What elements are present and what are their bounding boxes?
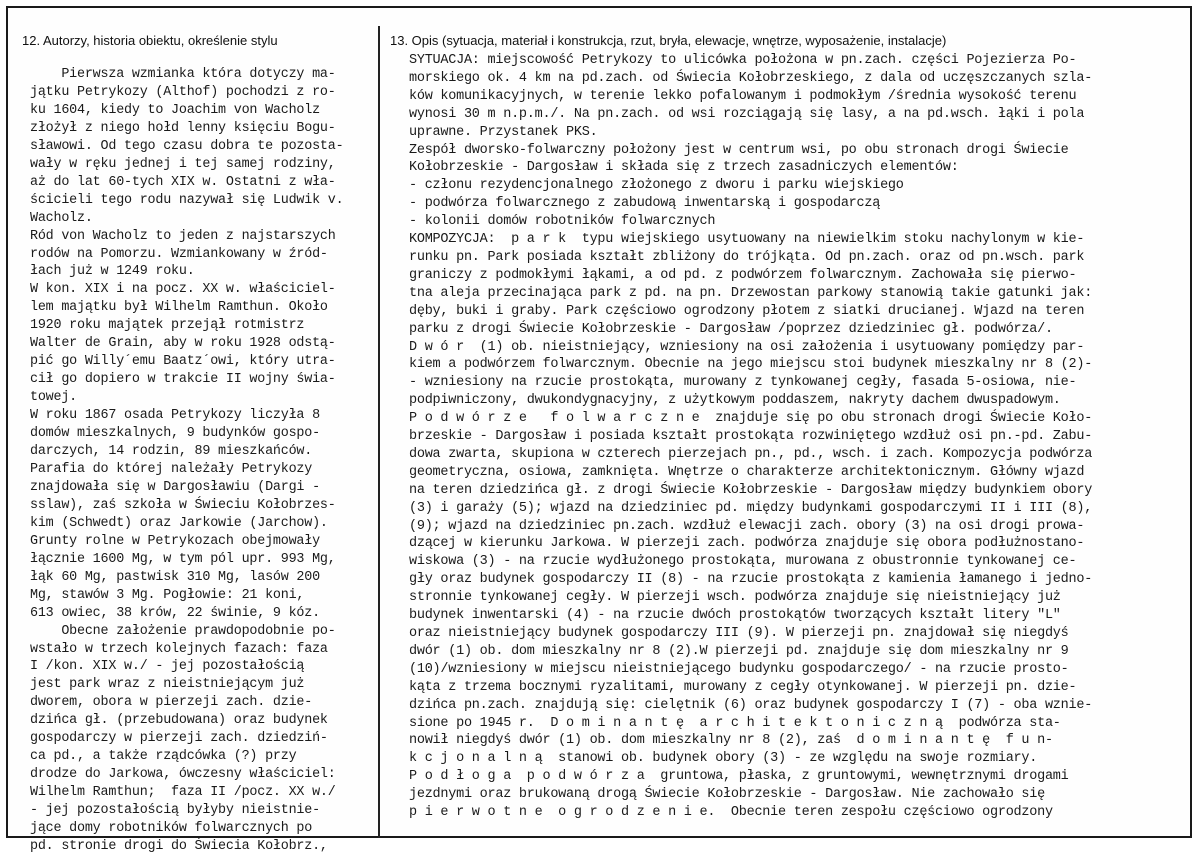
text-line: Pierwsza wzmianka która dotyczy ma- bbox=[30, 67, 336, 82]
text-line: łącznie 1600 Mg, w tym pól upr. 993 Mg, bbox=[30, 551, 336, 567]
text-line: - jej pozostałością byłyby nieistnie- bbox=[30, 803, 320, 819]
text-line: kiem a podwórzem folwarcznym. Obecnie na jego miejscu stoi budynek mieszkalny nr 8 (2)- bbox=[409, 357, 1093, 373]
text-line: W roku 1867 osada Petrykozy liczyła 8 bbox=[30, 408, 320, 424]
text-line: Wilhelm Ramthun; faza II /pocz. XX w./ bbox=[30, 785, 336, 801]
text-line: pić go Willy´emu Baatz´owi, który utra- bbox=[30, 354, 336, 370]
text-line: Ród von Wacholz to jeden z najstarszych bbox=[30, 228, 336, 244]
text-line: P o d ł o g a p o d w ó r z a gruntowa, płaska, z gruntowymi, wewnętrznymi drogami bbox=[409, 769, 1069, 785]
text-line: brzeskie - Dargosław i posiada kształt prostokąta rozwiniętego wzdłuż osi pn.-pd. Zabu- bbox=[409, 429, 1093, 445]
text-line: dworem, obora w pierzeji zach. dzie- bbox=[30, 695, 313, 711]
text-line: 613 owiec, 38 krów, 22 świnie, 9 kóz. bbox=[30, 605, 320, 621]
text-line: k c j o n a l n ą stanowi ob. budynek obory (3) - ze względu na swoje rozmiary. bbox=[409, 751, 1038, 767]
text-line: tna aleja przecinająca park z pd. na pn. Drzewostan parkowy stanowią takie gatunki jak: bbox=[409, 285, 1093, 301]
text-line: dzińca pn.zach. znajdują się: cielętnik (6) oraz budynek gospodarczy I (7) - oba wznie- bbox=[409, 697, 1093, 713]
text-line: Walter de Grain, aby w roku 1928 odstą- bbox=[30, 336, 336, 352]
text-line: ków komunikacyjnych, w terenie lekko pofalowanym i podmokłym /średnia wysokość terenu bbox=[409, 88, 1077, 104]
text-line: jezdnymi oraz brukowaną drogą Świecie Kołobrzeskie - Dargosław. Nie zachowało się bbox=[409, 787, 1045, 803]
text-line: Parafia do której należały Petrykozy bbox=[30, 461, 313, 477]
text-line: morskiego ok. 4 km na pd.zach. od Świecia Kołobrzeskiego, z dala od uczęszczanych szla- bbox=[409, 70, 1093, 86]
text-line: ku 1604, kiedy to Joachim von Wacholz bbox=[30, 102, 320, 118]
text-line: 1920 roku majątek przejął rotmistrz bbox=[30, 318, 305, 334]
text-line: P o d w ó r z e f o l w a r c z n e znajduje się po obu stronach drogi Świecie Koło- bbox=[409, 411, 1093, 427]
text-line: jest park wraz z nieistniejącym już bbox=[30, 677, 305, 693]
history-text-column bbox=[30, 66, 370, 856]
text-line: uprawne. Przystanek PKS. bbox=[409, 124, 598, 140]
text-line: graniczy z podmokłymi łąkami, a od pd. z podwórzem folwarcznym. Zachowała się pierwo- bbox=[409, 267, 1077, 283]
text-line: - podwórza folwarcznego z zabudową inwentarską i gospodarczą bbox=[409, 196, 881, 212]
text-line: (10)/wzniesiony w miejscu nieistniejącego budynku gospodarczego/ - na rzucie prosto- bbox=[409, 661, 1069, 677]
text-line: parku z drogi Świecie Kołobrzeskie - Dargosław /poprzez dziedziniec gł. podwórza/. bbox=[409, 321, 1053, 337]
text-line: - kolonii domów robotników folwarcznych bbox=[409, 214, 716, 230]
text-line: Mg, stawów 3 Mg. Pogłowie: 21 koni, bbox=[30, 587, 305, 603]
text-line: wstało w trzech kolejnych fazach: faza bbox=[30, 641, 328, 657]
text-line: (3) i garaży (5); wjazd na dziedziniec pd. między budynkami gospodarczymi II i III (8), bbox=[409, 500, 1093, 516]
text-line: nowił niegdyś dwór (1) ob. dom mieszkalny nr 8 (2), zaś d o m i n a n t ę f u n- bbox=[409, 733, 1053, 749]
text-line: gospodarczy w pierzeji zach. dziedziń- bbox=[30, 731, 328, 747]
text-line: sslaw), zaś szkoła w Świeciu Kołobrzes- bbox=[30, 497, 336, 513]
text-line: budynek inwentarski (4) - na rzucie dwóch prostokątów tworzących kształt litery "L" bbox=[409, 608, 1061, 624]
text-line: złożył z niego hołd lenny księciu Bogu- bbox=[30, 120, 336, 136]
description-text-column bbox=[409, 52, 1184, 822]
text-line: wiskowa (3) - na rzucie wydłużonego prostokąta, murowana z obustronnie tynkowanej ce- bbox=[409, 554, 1077, 570]
text-line: aż do lat 60-tych XIX w. Ostatni z wła- bbox=[30, 174, 336, 190]
text-line: KOMPOZYCJA: p a r k typu wiejskiego usytuowany na niewielkim stoku nachylonym w kie- bbox=[409, 232, 1085, 248]
text-line: p i e r w o t n e o g r o d z e n i e. Obecnie teren zespołu częściowo ogrodzony bbox=[409, 805, 1053, 821]
text-line: I /kon. XIX w./ - jej pozostałością bbox=[30, 659, 305, 675]
text-line: dzącej w kierunku Jarkowa. W pierzeji zach. podwórza znajduje się obora podłużnostano- bbox=[409, 536, 1085, 552]
text-line: - członu rezydencjonalnego złożonego z dworu i parku wiejskiego bbox=[409, 178, 904, 194]
text-line: dwór (1) ob. dom mieszkalny nr 8 (2).W pierzeji pd. znajduje się dom mieszkalny nr 9 bbox=[409, 643, 1069, 659]
text-line: - wzniesiony na rzucie prostokąta, murowany z tynkowanej cegły, fasada 5-osiowa, nie- bbox=[409, 375, 1077, 391]
text-line: kim (Schwedt) oraz Jarkowie (Jarchow). bbox=[30, 515, 328, 531]
text-line: Wacholz. bbox=[30, 210, 93, 226]
text-line: kąta z trzema bocznymi ryzalitami, murowany z cegły otynkowanej. W pierzeji pn. dzie- bbox=[409, 679, 1077, 695]
text-line: łąk 60 Mg, pastwisk 310 Mg, lasów 200 bbox=[30, 569, 320, 585]
text-line: Grunty rolne w Petrykozach obejmowały bbox=[30, 533, 320, 549]
text-line: wynosi 30 m n.p.m./. Na pn.zach. od wsi rozciągają się lasy, a na pd.wsch. łąki i pola bbox=[409, 106, 1085, 122]
text-line: W kon. XIX i na pocz. XX w. właściciel- bbox=[30, 282, 336, 298]
text-line: drodze do Jarkowa, ówczesny właściciel: bbox=[30, 767, 336, 783]
text-line: łach już w 1249 roku. bbox=[30, 264, 195, 280]
text-line: jątku Petrykozy (Althof) pochodzi z ro- bbox=[30, 84, 336, 100]
text-line: ścicieli tego rodu nazywał się Ludwik v. bbox=[30, 192, 344, 208]
text-line: sławowi. Od tego czasu dobra te pozosta- bbox=[30, 138, 344, 154]
text-line: dzińca gł. (przebudowana) oraz budynek bbox=[30, 713, 328, 729]
text-line: na teren dziedzińca gł. z drogi Świecie Kołobrzeskie - Dargosław między budynkiem obory bbox=[409, 482, 1093, 498]
text-line: podpiwniczony, dwukondygnacyjny, z użytkowym poddaszem, nakryty dachem dwuspadowym. bbox=[409, 393, 1061, 409]
text-line: darczych, 14 rodzin, 89 mieszkańców. bbox=[30, 444, 313, 460]
text-line: domów mieszkalnych, 9 budynków gospo- bbox=[30, 426, 320, 442]
column-divider bbox=[378, 26, 380, 838]
text-line: D w ó r (1) ob. nieistniejący, wzniesiony na osi założenia i usytuowany pomiędzy par- bbox=[409, 339, 1085, 355]
text-line: pd. stronie drogi do Świecia Kołobrz., bbox=[30, 838, 328, 854]
text-line: dęby, buki i graby. Park częściowo ogrodzony płotem z siatki drucianej. Wjazd na teren bbox=[409, 303, 1085, 319]
section-12-header: 12. Autorzy, historia obiektu, określenie stylu bbox=[22, 33, 278, 48]
text-line: Kołobrzeskie - Dargosław i składa się z trzech zasadniczych elementów: bbox=[409, 160, 959, 176]
section-13-header: 13. Opis (sytuacja, materiał i konstrukcja, rzut, bryła, elewacje, wnętrze, wyposażenie, instalacje) bbox=[390, 33, 947, 48]
text-line: dowa zwarta, skupiona w czterech pierzejach pn., pd., wsch. i zach. Kompozycja podwórza bbox=[409, 446, 1093, 462]
text-line: stronnie tynkowanej cegły. W pierzeji wsch. podwórza znajduje się nieistniejący już bbox=[409, 590, 1061, 606]
text-line: Obecne założenie prawdopodobnie po- bbox=[30, 623, 336, 639]
text-line: SYTUACJA: miejscowość Petrykozy to ulicówka położona w pn.zach. części Pojezierza Po- bbox=[409, 53, 1077, 68]
text-line: gły oraz budynek gospodarczy II (8) - na rzucie prostokąta z kamienia łamanego i jedno- bbox=[409, 572, 1093, 588]
text-line: Zespół dworsko-folwarczny położony jest w centrum wsi, po obu stronach drogi Świecie bbox=[409, 142, 1069, 158]
text-line: rodów na Pomorzu. Wzmiankowany w źród- bbox=[30, 246, 328, 262]
text-line: runku pn. Park posiada kształt zbliżony do trójkąta. Od pn.zach. oraz od pn.wsch. park bbox=[409, 249, 1085, 265]
text-line: oraz nieistniejący budynek gospodarczy III (9). W pierzeji pn. znajdował się niegdyś bbox=[409, 626, 1069, 641]
text-line: sione po 1945 r. D o m i n a n t ę a r c h i t e k t o n i c z n ą podwórza sta- bbox=[409, 715, 1061, 731]
text-line: wały w ręku jednej i tej samej rodziny, bbox=[30, 156, 336, 172]
text-line: ca pd., a także rządcówka (?) przy bbox=[30, 749, 297, 765]
text-line: towej. bbox=[30, 390, 78, 406]
text-line: jące domy robotników folwarcznych po bbox=[30, 821, 313, 837]
text-line: lem majątku był Wilhelm Ramthun. Około bbox=[30, 300, 328, 316]
text-line: geometryczna, osiowa, zamknięta. Wnętrze o charakterze architektonicznym. Główny wjazd bbox=[409, 464, 1085, 480]
text-line: cił go dopiero w trakcie II wojny świa- bbox=[30, 372, 336, 388]
text-line: znajdowała się w Dargosławiu (Dargi - bbox=[30, 479, 320, 495]
text-line: (9); wjazd na dziedziniec pn.zach. wzdłuż elewacji zach. obory (3) na osi drogi prowa- bbox=[409, 518, 1085, 534]
